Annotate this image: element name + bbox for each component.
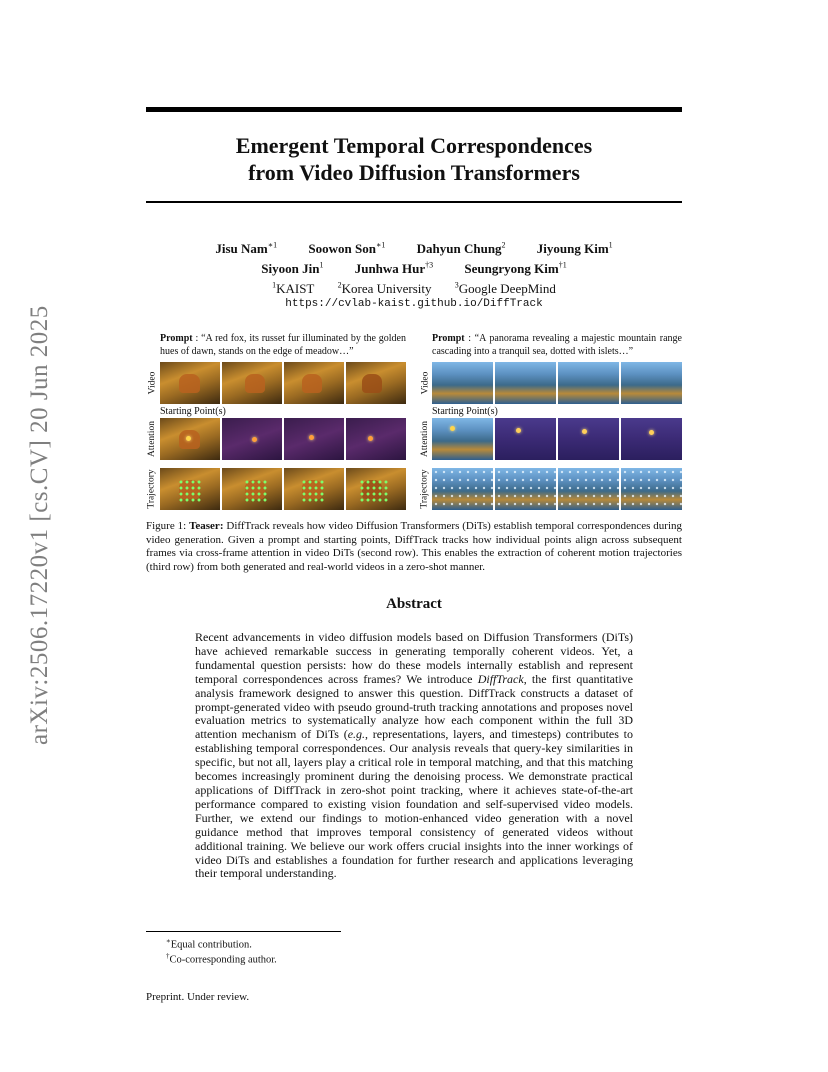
- attention-frame: [284, 418, 344, 460]
- attention-frame: [432, 418, 493, 460]
- attention-frame: [558, 418, 619, 460]
- author: Seungryong Kim$^{\dagger 1}$: [464, 261, 567, 277]
- title-line-1: Emergent Temporal Correspondences: [235, 133, 593, 158]
- preprint-note: Preprint. Under review.: [146, 991, 250, 1003]
- video-frame: [432, 362, 493, 404]
- right-row-label-video: Video: [420, 371, 430, 395]
- project-url[interactable]: https://cvlab-kaist.github.io/DiffTrack: [285, 298, 543, 310]
- author: Siyoon Jin$^1$: [261, 261, 324, 277]
- video-frame: [495, 362, 556, 404]
- trajectory-frame: [284, 468, 344, 510]
- trajectory-frame: [558, 468, 619, 510]
- trajectory-frame: [495, 468, 556, 510]
- trajectory-frame: [432, 468, 493, 510]
- trajectory-frame: [621, 468, 682, 510]
- right-video-strip: [432, 362, 682, 404]
- author: Junhwa Hur$^{\dagger 3}$: [354, 261, 434, 277]
- title-line-2: from Video Diffusion Transformers: [248, 160, 580, 185]
- right-trajectory-strip: [432, 468, 682, 510]
- title-bottom-rule: [146, 201, 682, 203]
- right-row-label-trajectory: Trajectory: [420, 469, 431, 509]
- left-prompt: Prompt : “A red fox, its russet fur illuminated by the golden hues of dawn, stands on the edge of meadow…”: [160, 333, 406, 357]
- figure-right-panel: [432, 333, 682, 358]
- video-frame: [222, 362, 282, 404]
- video-frame: [284, 362, 344, 404]
- left-row-label-trajectory: Trajectory: [147, 469, 158, 509]
- attention-frame: [621, 418, 682, 460]
- attention-frame: [222, 418, 282, 460]
- figure-caption: Figure 1: Teaser: DiffTrack reveals how video Diffusion Transformers (DiTs) establish temporal correspondences during video generation. Given a prompt and starting points, DiffTrack tracks how individual points align across subsequent frames via cross-frame attention in video DiTs (second row). This enables the extraction of coherent motion trajectories (third row) from both generated and real-world videos in a zero-shot manner.: [146, 520, 682, 573]
- video-frame: [160, 362, 220, 404]
- authors-row-2: [146, 258, 682, 277]
- figure-left-panel: [146, 333, 406, 358]
- attention-frame: [160, 418, 220, 460]
- right-starting-points-label: Starting Point(s): [432, 406, 498, 417]
- author: Jisu Nam$^{∗1}$: [215, 241, 278, 257]
- trajectory-frame: [346, 468, 406, 510]
- left-video-strip: [160, 362, 406, 404]
- attention-frame: [495, 418, 556, 460]
- abstract-heading: Abstract: [386, 596, 442, 612]
- authors-row-1: [146, 238, 682, 257]
- left-trajectory-strip: [160, 468, 406, 510]
- trajectory-frame: [160, 468, 220, 510]
- video-frame: [346, 362, 406, 404]
- footnote-equal-contribution: ∗Equal contribution.: [166, 937, 252, 951]
- affiliation: $^3$Google DeepMind: [454, 281, 556, 297]
- attention-frame: [346, 418, 406, 460]
- left-attention-strip: [160, 418, 406, 460]
- left-row-label-attention: Attention: [147, 421, 158, 457]
- right-prompt: Prompt : “A panorama revealing a majestic mountain range cascading into a tranquil sea, dotted with islets…”: [432, 333, 682, 357]
- footnote-corresponding: †Co-corresponding author.: [166, 952, 277, 966]
- author: Jiyoung Kim$^1$: [536, 241, 613, 257]
- affiliation: $^1$KAIST: [272, 281, 315, 297]
- arxiv-side-stamp: arXiv:2506.17220v1 [cs.CV] 20 Jun 2025: [26, 305, 53, 745]
- abstract-body: Recent advancements in video diffusion models based on Diffusion Transformers (DiTs) have achieved remarkable success in generating temporally coherent videos. Yet, a fundamental question persists: how do these models internally establish and represent temporal correspondences across frames? We introduce DiffTrack, the first quantitative analysis framework designed to answer this question. DiffTrack constructs a dataset of prompt-generated video with pseudo ground-truth tracking annotations and proposes novel evaluation metrics to systematically analyze how each component within the full 3D attention mechanism of DiTs (e.g., representations, layers, and timesteps) contributes to establishing temporal correspondences. Our analysis reveals that query-key similarities in specific, but not all, layers play a critical role in temporal matching, and that this matching becomes increasingly prominent during the denoising process. We demonstrate practical applications of DiffTrack in zero-shot point tracking, where it achieves state-of-the-art performance compared to existing vision foundation and self-supervised video models. Further, we extend our findings to motion-enhanced video generation with a novel guidance method that improves temporal consistency of generated videos without additional training. We believe our work offers crucial insights into the inner workings of video DiTs and establishes a foundation for further research and applications leveraging their temporal understanding.: [195, 630, 633, 881]
- title-top-rule: [146, 107, 682, 112]
- left-row-label-video: Video: [147, 371, 157, 395]
- left-starting-points-label: Starting Point(s): [160, 406, 226, 417]
- trajectory-frame: [222, 468, 282, 510]
- author: Dahyun Chung$^2$: [416, 241, 506, 257]
- video-frame: [621, 362, 682, 404]
- right-row-label-attention: Attention: [420, 421, 431, 457]
- paper-title: [146, 132, 682, 186]
- right-attention-strip: [432, 418, 682, 460]
- video-frame: [558, 362, 619, 404]
- affiliation: $^2$Korea University: [337, 281, 432, 297]
- footnote-rule: [146, 931, 341, 932]
- affiliations: [146, 278, 682, 297]
- author: Soowon Son$^{∗1}$: [308, 241, 386, 257]
